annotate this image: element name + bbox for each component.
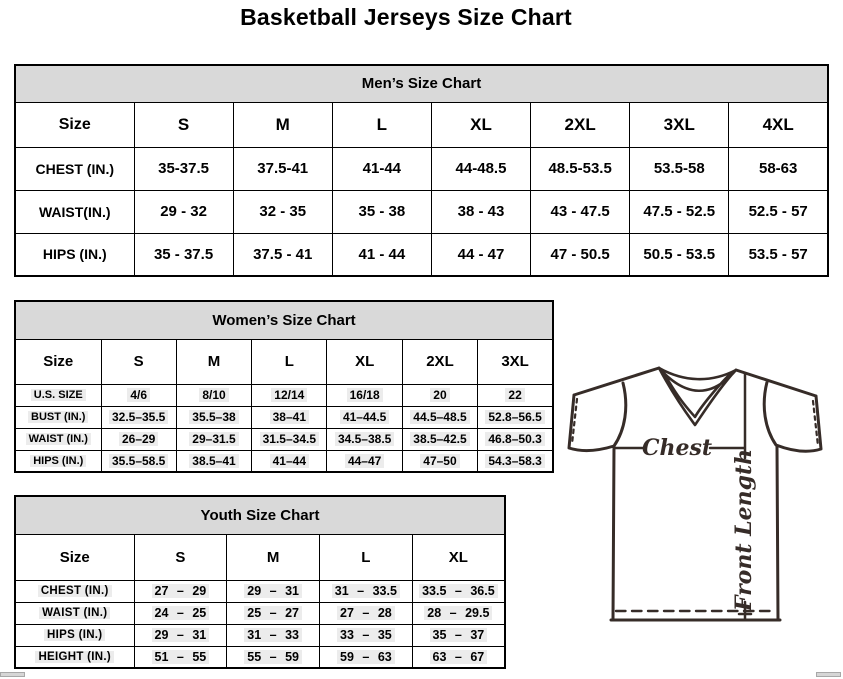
- size-value-cell: 41–44: [252, 450, 327, 472]
- size-value-cell: 58-63: [729, 147, 828, 190]
- size-value-cell: 33 – 35: [320, 624, 413, 646]
- size-value-cell: 29 – 31: [134, 624, 227, 646]
- size-value-cell: 43 - 47.5: [531, 190, 630, 233]
- jersey-outline: [569, 368, 821, 620]
- size-value-cell: 12/14: [252, 384, 327, 406]
- size-value-cell: 35.5–38: [176, 406, 251, 428]
- size-value-cell: 47.5 - 52.5: [630, 190, 729, 233]
- size-value-cell: 47–50: [402, 450, 477, 472]
- size-value-cell: 35-37.5: [134, 147, 233, 190]
- column-header: XL: [327, 339, 402, 384]
- size-value-cell: 4/6: [101, 384, 176, 406]
- size-value-cell: 26–29: [101, 428, 176, 450]
- size-value-cell: 31.5–34.5: [252, 428, 327, 450]
- column-header: XL: [412, 534, 505, 580]
- column-header: 3XL: [478, 339, 553, 384]
- size-value-cell: 35 - 38: [332, 190, 431, 233]
- row-label: WAIST (IN.): [15, 428, 101, 450]
- size-value-cell: 37.5 - 41: [233, 233, 332, 276]
- womens-size-chart-table: [14, 300, 554, 473]
- column-header: M: [233, 102, 332, 147]
- row-label: HIPS (IN.): [15, 233, 134, 276]
- size-value-cell: 54.3–58.3: [478, 450, 553, 472]
- size-value-cell: 28 – 29.5: [412, 602, 505, 624]
- size-value-cell: 29 – 31: [227, 580, 320, 602]
- size-value-cell: 35.5–58.5: [101, 450, 176, 472]
- size-value-cell: 44.5–48.5: [402, 406, 477, 428]
- column-header: XL: [431, 102, 530, 147]
- size-value-cell: 51 – 55: [134, 646, 227, 668]
- size-value-cell: 41-44: [332, 147, 431, 190]
- size-value-cell: 55 – 59: [227, 646, 320, 668]
- size-value-cell: 29–31.5: [176, 428, 251, 450]
- size-value-cell: 41–44.5: [327, 406, 402, 428]
- size-value-cell: 47 - 50.5: [531, 233, 630, 276]
- size-value-cell: 52.5 - 57: [729, 190, 828, 233]
- page-title: Basketball Jerseys Size Chart: [240, 4, 572, 30]
- size-corner-header: Size: [15, 102, 134, 147]
- size-value-cell: 31 – 33: [227, 624, 320, 646]
- scrollbar-fragment-right[interactable]: [816, 672, 841, 677]
- size-value-cell: 27 – 29: [134, 580, 227, 602]
- row-label: HIPS (IN.): [15, 624, 134, 646]
- row-label: WAIST (IN.): [15, 602, 134, 624]
- size-value-cell: 38 - 43: [431, 190, 530, 233]
- size-value-cell: 52.8–56.5: [478, 406, 553, 428]
- jersey-collar: [659, 368, 736, 425]
- column-header: S: [134, 102, 233, 147]
- size-value-cell: 27 – 28: [320, 602, 413, 624]
- size-value-cell: 59 – 63: [320, 646, 413, 668]
- size-value-cell: 41 - 44: [332, 233, 431, 276]
- column-header: S: [134, 534, 227, 580]
- size-value-cell: 20: [402, 384, 477, 406]
- column-header: 2XL: [531, 102, 630, 147]
- column-header: 4XL: [729, 102, 828, 147]
- size-value-cell: 44–47: [327, 450, 402, 472]
- size-value-cell: 53.5-58: [630, 147, 729, 190]
- size-value-cell: 25 – 27: [227, 602, 320, 624]
- size-value-cell: 35 – 37: [412, 624, 505, 646]
- size-value-cell: 38.5–42.5: [402, 428, 477, 450]
- size-value-cell: 32 - 35: [233, 190, 332, 233]
- column-header: L: [332, 102, 431, 147]
- row-label: BUST (IN.): [15, 406, 101, 428]
- scrollbar-fragment-left[interactable]: [0, 672, 25, 677]
- size-value-cell: 24 – 25: [134, 602, 227, 624]
- size-value-cell: 37.5-41: [233, 147, 332, 190]
- size-value-cell: 16/18: [327, 384, 402, 406]
- column-header: M: [227, 534, 320, 580]
- row-label: CHEST (IN.): [15, 580, 134, 602]
- size-value-cell: 22: [478, 384, 553, 406]
- size-corner-header: Size: [15, 339, 101, 384]
- size-value-cell: 32.5–35.5: [101, 406, 176, 428]
- size-value-cell: 53.5 - 57: [729, 233, 828, 276]
- size-value-cell: 8/10: [176, 384, 251, 406]
- chest-label: Chest: [641, 435, 713, 461]
- column-header: 2XL: [402, 339, 477, 384]
- size-value-cell: 46.8–50.3: [478, 428, 553, 450]
- table-title-band: Men’s Size Chart: [15, 65, 828, 102]
- size-value-cell: 63 – 67: [412, 646, 505, 668]
- size-value-cell: 35 - 37.5: [134, 233, 233, 276]
- column-header: L: [320, 534, 413, 580]
- column-header: M: [176, 339, 251, 384]
- size-value-cell: 50.5 - 53.5: [630, 233, 729, 276]
- youth-size-chart-table: [14, 495, 506, 669]
- row-label: HEIGHT (IN.): [15, 646, 134, 668]
- row-label: U.S. SIZE: [15, 384, 101, 406]
- mens-size-chart-table: [14, 64, 829, 277]
- size-value-cell: 29 - 32: [134, 190, 233, 233]
- column-header: S: [101, 339, 176, 384]
- table-title-band: Women’s Size Chart: [15, 301, 553, 339]
- size-value-cell: 44-48.5: [431, 147, 530, 190]
- row-label: HIPS (IN.): [15, 450, 101, 472]
- size-value-cell: 38–41: [252, 406, 327, 428]
- column-header: L: [252, 339, 327, 384]
- size-value-cell: 31 – 33.5: [320, 580, 413, 602]
- size-value-cell: 44 - 47: [431, 233, 530, 276]
- jersey-measurement-diagram: [555, 362, 843, 624]
- table-title-band: Youth Size Chart: [15, 496, 505, 534]
- size-value-cell: 48.5-53.5: [531, 147, 630, 190]
- size-value-cell: 34.5–38.5: [327, 428, 402, 450]
- size-value-cell: 38.5–41: [176, 450, 251, 472]
- size-corner-header: Size: [15, 534, 134, 580]
- row-label: CHEST (IN.): [15, 147, 134, 190]
- row-label: WAIST(IN.): [15, 190, 134, 233]
- size-value-cell: 33.5 – 36.5: [412, 580, 505, 602]
- front-length-label: Front Length: [731, 448, 757, 612]
- column-header: 3XL: [630, 102, 729, 147]
